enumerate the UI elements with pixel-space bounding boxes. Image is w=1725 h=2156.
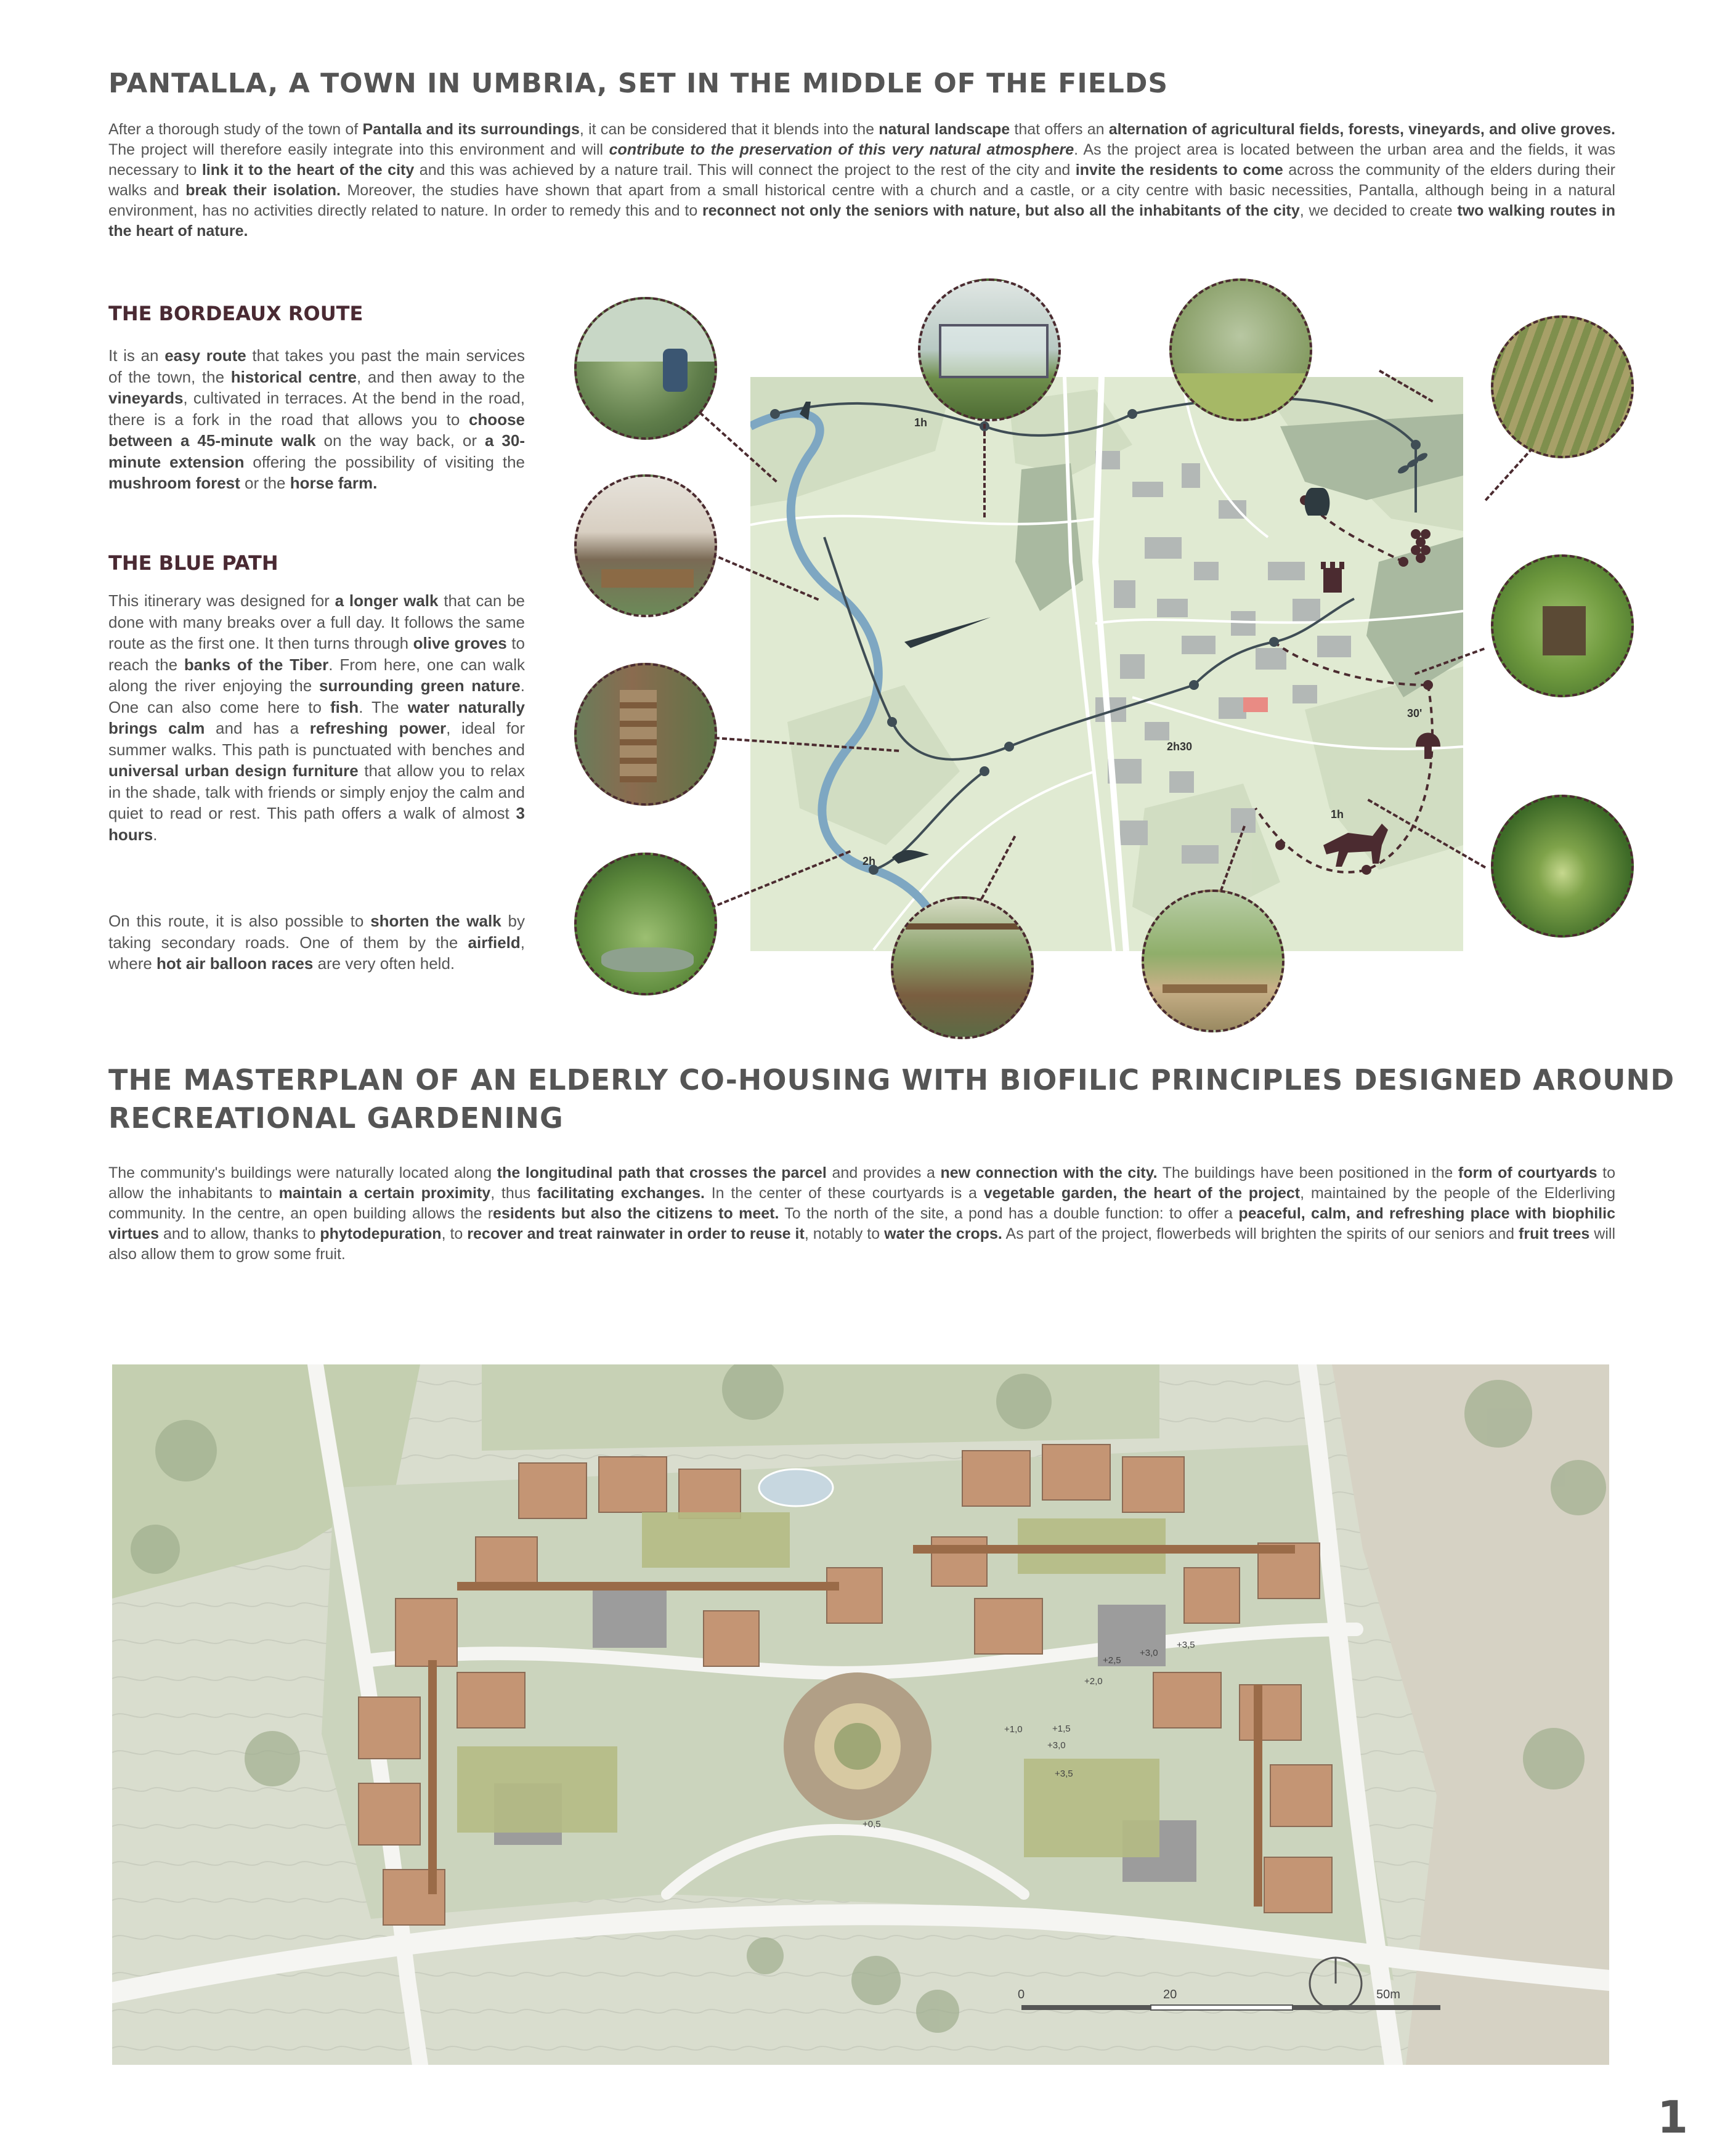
map-label-2h30: 2h30 xyxy=(1167,740,1193,753)
photo-garden-pavilion xyxy=(1491,554,1634,697)
emphasis-text: hot air balloon races xyxy=(156,954,314,973)
emphasis-text: natural landscape xyxy=(879,121,1010,138)
emphasis-text: phytodepuration xyxy=(320,1225,442,1242)
map-label-1h-top: 1h xyxy=(914,416,928,429)
level-label: +3,5 xyxy=(1177,1640,1195,1650)
section1-intro: After a thorough study of the town of Pantalla and its surroundings, it can be considered that it blends into the natural landscape that offers an alternation of agricultural fields, forests, vineyards, and olive groves. The project will therefore easily integrate into this environment and will contribute to the preservation of this very natural atmosphere. As the project area is located between the urban area and the fields, it was necessary to link it to the heart of the city and this was achieved by a nature trail. This will connect the project to the rest of the city and invite the residents to come across the community of the elders during their walks and break their isolation. Moreover, the studies have shown that apart from a small historical centre with a church and a castle, or a city centre with basic necessities, Pantalla, although being in a natural environment, has no activities directly related to nature. In order to remedy this and to reconnect not only the seniors with nature, but also all the inhabitants of the city, we decided to create two walking routes in the heart of nature. xyxy=(108,121,1616,240)
emphasis-text: vineyards xyxy=(108,389,184,407)
blue-path-text-shortcut: On this route, it is also possible to shorten the walk by taking secondary roads. One of them by the airfield, where hot air balloon races are very often held. xyxy=(108,912,526,973)
masterplan-svg xyxy=(112,1364,1609,2065)
photo-lake-bench xyxy=(574,297,717,440)
emphasis-text: horse farm. xyxy=(290,474,378,492)
section2-text: The community's buildings were naturally located along the longitudinal path that crosses the parcel and provides a new connection with the city. The buildings have been positioned in the form of courtyards to allow the inhabitants to maintain a certain proximity, thus facilitating exchanges. In the center of these courtyards is a vegetable garden, the heart of the project, maintained by the people of the Elderliving community. In the centre, an open building allows the residents but also the citizens to meet. To the north of the site, a pond has a double function: to offer a peaceful, calm, and refreshing place with biophilic virtues and to allow, thanks to phytodepuration, to recover and treat rainwater in order to reuse it, notably to water the crops. As part of the project, flowerbeds will brighten the spirits of our seniors and fruit trees will also allow them to grow some fruit. xyxy=(108,1164,1616,1263)
level-label: +1,5 xyxy=(1052,1724,1071,1734)
emphasis-text: airfield xyxy=(468,933,521,952)
emphasis-text: olive groves xyxy=(413,634,507,652)
level-label: +3,5 xyxy=(1055,1769,1073,1779)
emphasis-text: water naturally brings calm xyxy=(108,697,526,737)
section2-title-line1: THE MASTERPLAN OF AN ELDERLY CO-HOUSING WITH BIOFILIC PRINCIPLES DESIGNED AROUND xyxy=(108,1063,1675,1096)
map-drawing xyxy=(750,377,1463,951)
map-label-30min: 30' xyxy=(1407,707,1423,719)
emphasis-text: mushroom forest xyxy=(108,474,240,492)
emphasis-text: a longer walk xyxy=(335,591,439,610)
emphasis-text: form of courtyards xyxy=(1458,1164,1597,1181)
photo-pergola-shelves xyxy=(574,663,717,806)
map-label-1h: 1h xyxy=(1331,808,1344,821)
emphasis-text: the longitudinal path that crosses the parcel xyxy=(497,1164,827,1181)
emphasis-text: universal urban design furniture xyxy=(108,761,359,780)
emphasis-text: Pantalla and its surroundings xyxy=(362,121,580,138)
emphasis-text: water the crops. xyxy=(884,1225,1002,1242)
emphasis-text: a 30-minute extension xyxy=(108,431,525,471)
level-label: +2,5 xyxy=(1103,1655,1121,1666)
level-label: +2,0 xyxy=(1084,1676,1103,1687)
walking-routes-map xyxy=(750,377,1463,951)
emphasis-text: maintain a certain proximity xyxy=(278,1185,491,1202)
emphasis-text: vegetable garden, the heart of the project xyxy=(983,1185,1301,1202)
blue-path-heading: THE BLUE PATH xyxy=(108,551,278,575)
emphasis-text: invite the residents to come xyxy=(1075,161,1283,179)
emphasis-text: refreshing power xyxy=(309,719,447,737)
photo-tree-tunnel xyxy=(1491,795,1634,938)
photo-vineyard xyxy=(1491,315,1634,458)
bordeaux-route-text: It is an easy route that takes you past the main services of the town, the historical centre, and then away to the vineyards, cultivated in terraces. At the bend in the road, there is a fork in the road that allows you to choose between a 45-minute walk on the way back, or a 30-minute extension offering the possibility of visiting the mushroom forest or the horse farm. xyxy=(108,346,525,492)
photo-olive-grove xyxy=(1169,278,1312,421)
photo-greenhouse xyxy=(918,278,1061,421)
emphasis-text: link it to the heart of the city xyxy=(201,161,415,179)
photo-shaded-picnic xyxy=(574,474,717,617)
level-label: +3,0 xyxy=(1140,1648,1158,1658)
map-label-2h: 2h xyxy=(862,855,876,867)
page-number: 1 xyxy=(1657,2091,1689,2143)
scale-label-20: 20 xyxy=(1163,1988,1177,2001)
emphasis-text: fish xyxy=(330,697,359,716)
blue-path-text: This itinerary was designed for a longer walk that can be done with many breaks over a full day. It follows the same route as the first one. It then turns through olive groves to reach the banks of the Tiber. From here, one can walk along the river enjoying the surrounding green nature. One can also come here to fish. The water naturally brings calm and has a refreshing power, ideal for summer walks. This path is punctuated with benches and universal urban design furniture that allow you to relax in the shade, talk with friends or simply enjoy the calm and quiet to read or rest. This path offers a walk of almost 3 hours. xyxy=(108,591,526,844)
emphasis-text: facilitating exchanges. xyxy=(537,1185,705,1202)
emphasis-text: choose between a 45-minute walk xyxy=(108,410,525,450)
emphasis-text: contribute to the preservation of this very natural atmosphere xyxy=(609,141,1074,158)
emphasis-text: reconnect not only the seniors with nature, but also all the inhabitants of the city xyxy=(702,202,1300,219)
emphasis-text: new connection with the city. xyxy=(940,1164,1158,1181)
masterplan-drawing xyxy=(112,1364,1609,2065)
level-label: +3,0 xyxy=(1047,1740,1066,1751)
emphasis-text: banks of the Tiber xyxy=(184,655,329,674)
scale-label-50m: 50m xyxy=(1376,1988,1400,2001)
emphasis-text: fruit trees xyxy=(1519,1225,1590,1242)
emphasis-text: easy route xyxy=(164,346,246,365)
bordeaux-route-heading: THE BORDEAUX ROUTE xyxy=(108,302,363,325)
level-label: +0,5 xyxy=(862,1819,881,1830)
emphasis-text: peaceful, calm, and refreshing place with biophilic virtues xyxy=(108,1205,1615,1242)
emphasis-text: 3 hours xyxy=(108,804,525,844)
section1-title: PANTALLA, A TOWN IN UMBRIA, SET IN THE MIDDLE OF THE FIELDS xyxy=(108,68,1169,99)
emphasis-text: historical centre xyxy=(230,367,357,386)
level-label: +1,0 xyxy=(1004,1724,1023,1735)
emphasis-text: alternation of agricultural fields, forests, vineyards, and olive groves. xyxy=(1108,121,1615,138)
photo-pergola-seating xyxy=(891,896,1034,1039)
scale-label-0: 0 xyxy=(1018,1988,1025,2001)
emphasis-text: two walking routes in the heart of nature. xyxy=(108,202,1616,240)
photo-forest-stream xyxy=(574,853,717,995)
photo-horse-farm xyxy=(1142,890,1285,1032)
emphasis-text: break their isolation. xyxy=(185,182,341,199)
emphasis-text: esidents but also the citizens to meet. xyxy=(493,1205,779,1222)
emphasis-text: recover and treat rainwater in order to reuse it xyxy=(467,1225,805,1242)
emphasis-text: shorten the walk xyxy=(370,912,501,930)
section2-title-line2: RECREATIONAL GARDENING xyxy=(108,1101,564,1135)
emphasis-text: surrounding green nature xyxy=(319,676,521,695)
